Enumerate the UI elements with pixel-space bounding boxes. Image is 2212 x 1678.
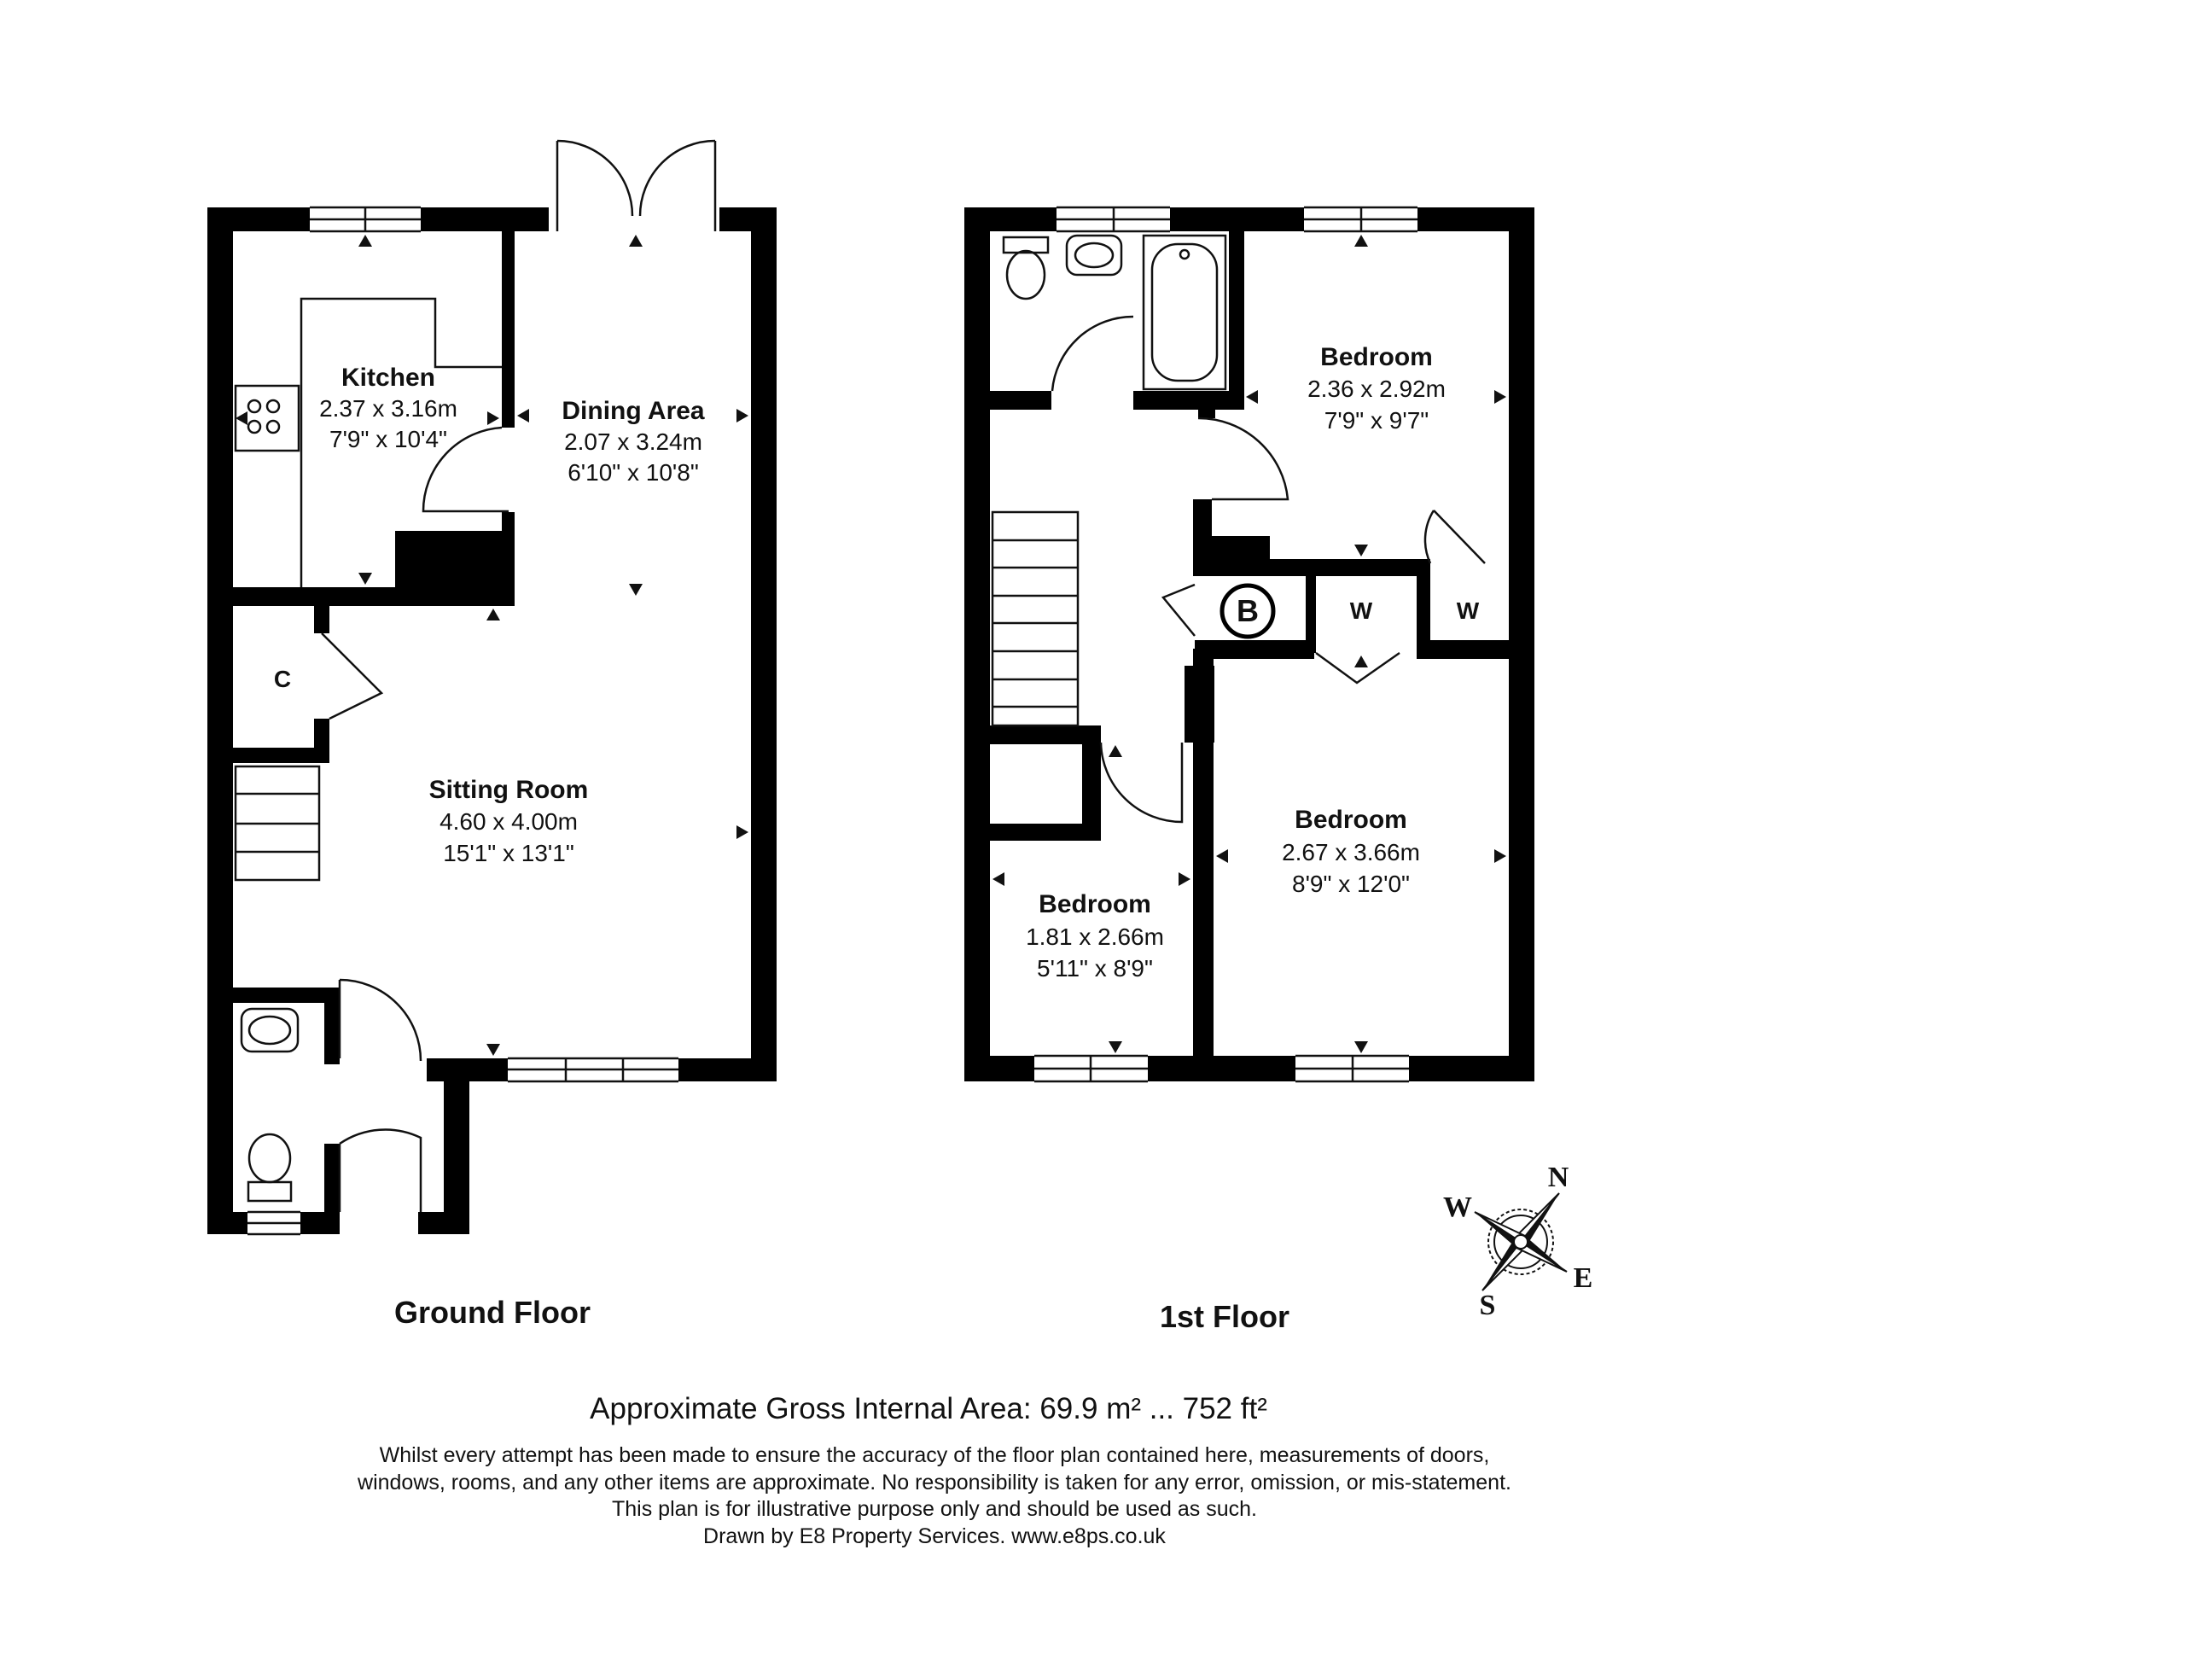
door xyxy=(1052,317,1133,391)
french-doors xyxy=(557,141,715,231)
wall xyxy=(1193,649,1214,1081)
wall xyxy=(751,207,777,1081)
wall xyxy=(444,1058,469,1234)
room-dimensions-imperial: 5'11" x 8'9" xyxy=(1037,955,1153,982)
dimension-arrow xyxy=(992,872,1004,886)
dimension-arrow xyxy=(358,573,372,585)
door xyxy=(1425,510,1485,563)
window xyxy=(247,1212,300,1234)
window xyxy=(1057,207,1170,231)
wall xyxy=(964,207,1534,231)
door xyxy=(1198,418,1288,499)
staircase xyxy=(992,512,1078,725)
dimension-arrow xyxy=(629,235,643,247)
toilet-icon xyxy=(248,1134,291,1201)
room-name: Sitting Room xyxy=(428,776,589,804)
room-name: Bedroom xyxy=(1320,343,1433,371)
door xyxy=(340,1129,421,1212)
window xyxy=(1295,1056,1409,1081)
disclaimer-line: Whilst every attempt has been made to ensure the accuracy of the floor plan contained here, measurements of doors, xyxy=(379,1443,1490,1467)
wall xyxy=(324,988,340,1064)
dimension-arrow xyxy=(1354,545,1368,556)
wall xyxy=(418,1212,469,1234)
dimension-arrow xyxy=(1109,745,1122,757)
window xyxy=(508,1058,678,1081)
dimension-arrow xyxy=(1494,849,1506,863)
door xyxy=(1316,653,1400,683)
wall xyxy=(1306,559,1316,653)
dimension-arrow xyxy=(517,409,529,422)
dimension-arrow xyxy=(1109,1041,1122,1053)
room-dimensions-metric: 1.81 x 2.66m xyxy=(1026,923,1164,950)
ground-floor-plan xyxy=(207,141,777,1234)
wall xyxy=(1133,391,1244,410)
compass-west: W xyxy=(1443,1191,1472,1223)
floor-label: Ground Floor xyxy=(394,1295,591,1330)
svg-text:B: B xyxy=(1237,593,1259,628)
dimension-arrow xyxy=(736,409,748,422)
floor-label: 1st Floor xyxy=(1159,1299,1290,1334)
compass-north: N xyxy=(1547,1162,1569,1193)
wall xyxy=(990,391,1051,410)
wall xyxy=(1082,725,1101,841)
dimension-arrow xyxy=(629,584,643,596)
window xyxy=(310,207,421,231)
dimension-arrow xyxy=(486,609,500,621)
boiler-icon xyxy=(1222,586,1273,637)
wall xyxy=(314,719,329,763)
dimension-arrow xyxy=(236,411,247,425)
wall xyxy=(1198,410,1215,418)
dimension-arrow xyxy=(1354,1041,1368,1053)
wall xyxy=(207,207,233,1234)
dimension-arrow xyxy=(1179,872,1190,886)
room-dimensions-imperial: 15'1" x 13'1" xyxy=(443,840,574,866)
basin-icon xyxy=(242,1009,298,1052)
room-name: Dining Area xyxy=(562,397,705,425)
dimension-arrow xyxy=(1216,849,1228,863)
dimension-arrow xyxy=(358,235,372,247)
wall xyxy=(964,207,990,1081)
room-dimensions-metric: 2.67 x 3.66m xyxy=(1282,839,1420,865)
room-dimensions-metric: 2.36 x 2.92m xyxy=(1307,376,1446,402)
disclaimer-line: windows, rooms, and any other items are approximate. No responsibility is taken for any error, omission, or mis-statement. xyxy=(358,1471,1511,1494)
gross-internal-area: Approximate Gross Internal Area: 69.9 m² ... 752 ft² xyxy=(590,1392,1267,1425)
basin-icon xyxy=(1067,236,1121,275)
wall xyxy=(1185,725,1195,743)
wall xyxy=(233,988,340,1003)
door xyxy=(322,633,381,719)
room-dimensions-metric: 4.60 x 4.00m xyxy=(439,808,578,835)
dimension-arrow xyxy=(1246,390,1258,404)
wardrobe-tag: W xyxy=(1456,597,1480,624)
wall xyxy=(314,606,329,633)
disclaimer-line: Drawn by E8 Property Services. www.e8ps.co.uk xyxy=(703,1524,1166,1548)
room-name: Bedroom xyxy=(1295,806,1407,834)
window xyxy=(1034,1056,1148,1081)
toilet-icon xyxy=(1004,237,1048,299)
compass-rose-icon xyxy=(1443,1162,1592,1321)
cupboard-tag: C xyxy=(273,666,292,692)
room-dimensions-imperial: 6'10" x 10'8" xyxy=(568,459,699,486)
door xyxy=(340,980,421,1061)
compass-south: S xyxy=(1479,1290,1496,1321)
wall xyxy=(990,824,1101,841)
wall xyxy=(324,1144,340,1234)
dimension-arrow xyxy=(736,825,748,839)
wardrobe-tag: W xyxy=(1349,597,1373,624)
room-name: Kitchen xyxy=(341,364,436,392)
first-floor-plan xyxy=(964,207,1534,1081)
wall xyxy=(1417,559,1430,653)
room-name: Bedroom xyxy=(1039,890,1151,918)
wall xyxy=(1229,231,1244,410)
room-dimensions-imperial: 7'9" x 9'7" xyxy=(1324,407,1429,434)
wall xyxy=(502,231,515,428)
wall xyxy=(1417,640,1509,659)
window xyxy=(1304,207,1417,231)
room-dimensions-metric: 2.07 x 3.24m xyxy=(564,428,702,455)
wall xyxy=(1509,207,1534,1081)
dimension-arrow xyxy=(1494,390,1506,404)
room-dimensions-imperial: 7'9" x 10'4" xyxy=(329,426,447,452)
room-dimensions-imperial: 8'9" x 12'0" xyxy=(1292,871,1410,897)
dimension-arrow xyxy=(1354,235,1368,247)
dimension-arrow xyxy=(486,1044,500,1056)
dimension-arrow xyxy=(1354,655,1368,667)
compass-east: E xyxy=(1573,1262,1593,1294)
door xyxy=(1163,585,1195,636)
disclaimer-line: This plan is for illustrative purpose only and should be used as such. xyxy=(612,1497,1257,1521)
chimney-block xyxy=(395,531,515,606)
room-dimensions-metric: 2.37 x 3.16m xyxy=(319,395,457,422)
staircase xyxy=(236,766,319,880)
bath-icon xyxy=(1144,236,1225,389)
dimension-arrow xyxy=(487,411,499,425)
